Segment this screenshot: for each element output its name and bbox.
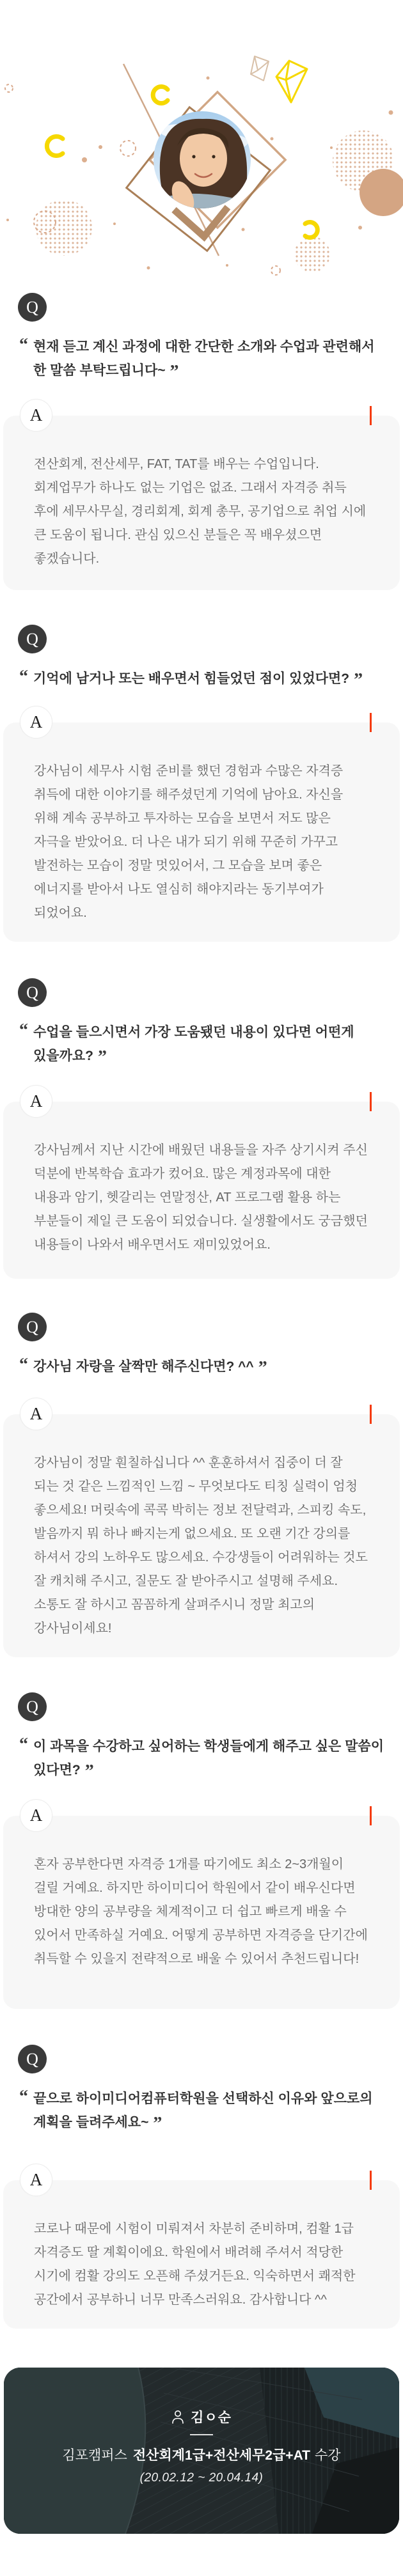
answer-wrap [3,1404,400,1657]
open-quote: “ [19,1735,28,1754]
campus-name: 김포캠퍼스 [62,2448,127,2463]
q-letter: Q [26,983,38,1002]
course-suffix: 수강 [315,2448,341,2463]
a-letter: A [29,405,43,425]
open-quote: “ [19,335,28,355]
question-text [19,1355,385,1378]
question-text [19,1020,385,1068]
accent-dash [370,713,372,732]
close-quote: ” [84,1761,94,1781]
question-5: 이 과목을 수강하고 싶어하는 학생들에게 해주고 싶은 말씀이 있다면? [33,1739,384,1777]
a-badge [20,1398,52,1430]
accent-dash [370,1092,372,1111]
question-text [19,2087,385,2134]
close-quote: ” [153,2114,162,2134]
accent-dash [370,1405,372,1424]
q-badge [18,978,47,1007]
a-badge [20,399,52,432]
answer-1: 전산회계, 전산세무, FAT, TAT를 배우는 수업입니다. 회계업무가 하나도 없는 기업은 없죠. 그래서 자격증 취득 후에 세무사무실, 경리회계, 회계 총무, 공기업으로 취업 시에 큰 도움이 됩니다. 관심 있으신 분들은 꼭 배우셨으면 좋겠습니다. [34,457,367,566]
person-icon [171,2410,184,2424]
q-badge [18,625,47,653]
question-1: 현재 듣고 계신 과정에 대한 간단한 소개와 수업과 관련해서 한 말씀 부탁드립니다~ [33,340,375,378]
a-letter: A [29,1806,43,1825]
a-letter: A [29,1091,43,1111]
answer-2: 강사님이 세무사 시험 준비를 했던 경험과 수많은 자격증 취득에 대한 이야기를 해주셨던게 기억에 남아요. 자신을 위해 계속 공부하고 투자하는 모습을 보면서 저도 많은 자극을 받았어요. 더 나은 내가 되기 위해 꾸준히 가꾸고 발전하는 모습이 정말 멋있어서, 그 모습을 보며 좋은 에너지를 받아서 나도 열심히 해야지라는 동기부여가 되었어요. [34,764,344,920]
question-text [19,1735,385,1782]
q-letter: Q [26,1697,38,1716]
q-badge [18,293,47,322]
answer-card [3,1806,400,2009]
student-name-row [171,2407,232,2426]
a-letter: A [29,1404,43,1423]
question-2: 기억에 남거나 또는 배우면서 힘들었던 점이 있었다면? [33,671,350,686]
card-content [4,2368,399,2534]
answer-card [3,405,400,590]
accent-dash [370,406,372,425]
open-quote: “ [19,1020,28,1040]
question-text [19,335,385,382]
accent-dash [370,1806,372,1825]
hero-decoration-graphic [0,0,403,288]
open-quote: “ [19,1355,28,1375]
student-photo [154,111,251,216]
q-letter: Q [26,629,38,648]
gem-icon-tan [251,56,269,81]
question-text [19,667,385,691]
answer-card [3,1091,400,1279]
a-badge [20,1085,52,1118]
a-badge [20,706,52,738]
q-letter: Q [26,2049,38,2068]
halftone-circle-left [36,199,92,256]
answer-6: 코로나 때문에 시험이 미뤄져서 차분히 준비하며, 컴활 1급 자격증도 딸 계획이에요. 학원에서 배려해 주셔서 적당한 시기에 컴활 강의도 오픈해 주셨거든요. 익숙하면서 쾌적한 공간에서 공부하니 너무 만족스러워요. 감사합니다 ^^ [34,2222,356,2307]
answer-card [3,1404,400,1657]
answer-wrap [3,712,400,942]
close-quote: ” [170,362,179,382]
answer-wrap [3,1806,400,2009]
halftone-circle-bottom [294,237,330,272]
answer-wrap [3,405,400,590]
q-badge [18,2045,47,2073]
answer-wrap [3,1091,400,1279]
course-period: (20.02.12 ~ 20.04.14) [139,2471,264,2485]
hero-decoration [0,0,403,288]
student-info-card [4,2368,399,2534]
student-name: 김ㅇ순 [191,2410,232,2425]
a-badge [20,2164,52,2196]
close-quote: ” [354,670,363,690]
a-badge [20,1799,52,1832]
course-info [62,2446,340,2463]
q-letter: Q [26,1317,38,1336]
close-quote: ” [258,1358,267,1378]
open-quote: “ [19,667,28,687]
q-badge [18,1313,47,1341]
question-4: 강사님 자랑을 살짝만 해주신다면? ^^ [33,1359,254,1374]
q-letter: Q [26,297,38,316]
answer-5: 혼자 공부한다면 자격증 1개를 따기에도 최소 2~3개월이 걸릴 거예요. 하지만 하이미디어 학원에서 같이 배우신다면 방대한 양의 공부량을 체계적이고 더 쉽고 빠르게 배울 수 있어서 만족하실 거예요. 어떻게 공부하면 자격증을 단기간에 취득할 수 있을지 전략적으로 배울 수 있어서 추천드립니다! [34,1857,368,1966]
answer-3: 강사님께서 지난 시간에 배웠던 내용들을 자주 상기시켜 주신 덕분에 반복학습 효과가 컸어요. 많은 계정과목에 대한 내용과 암기, 헷갈리는 연말정산, AT 프로그램 활용 하는 부분들이 제일 큰 도움이 되었습니다. 실생활에서도 궁금했던 내용들이 나와서 배우면서도 재미있었어요. [34,1143,368,1252]
divider [190,2434,213,2435]
a-letter: A [29,2170,43,2189]
answer-card [3,712,400,942]
answer-card [3,2170,400,2329]
q-badge [18,1692,47,1721]
course-name: 전산회계1급+전산세무2급+AT [132,2448,311,2463]
answer-wrap [3,2170,400,2329]
answer-4: 강사님이 정말 훤칠하십니다 ^^ 훈훈하셔서 집중이 더 잘 되는 것 같은 느낌적인 느낌 ~ 무엇보다도 티칭 실력이 엄청 좋으세요! 머릿속에 콕콕 박히는 정보 전달력과, 스피킹 속도, 발음까지 뭐 하나 빠지는게 없으세요. 또 오랜 기간 강의를 하셔서 강의 노하우도 많으세요. 수강생들이 어려워하는 것도 잘 캐치해 주시고, 질문도 잘 받아주시고 설명해 주세요. 소통도 잘 하시고 꼼꼼하게 살펴주시니 정말 최고의 강사님이세요! [34,1456,368,1635]
a-letter: A [29,712,43,731]
open-quote: “ [19,2087,28,2107]
question-6: 끝으로 하이미디어컴퓨터학원을 선택하신 이유와 앞으로의 계획을 들려주세요~ [33,2091,373,2130]
gem-icon-yellow [276,61,307,102]
question-3: 수업을 들으시면서 가장 도움됐던 내용이 있다면 어떤게 있을까요? [33,1025,354,1063]
accent-dash [370,2171,372,2190]
close-quote: ” [97,1047,107,1067]
